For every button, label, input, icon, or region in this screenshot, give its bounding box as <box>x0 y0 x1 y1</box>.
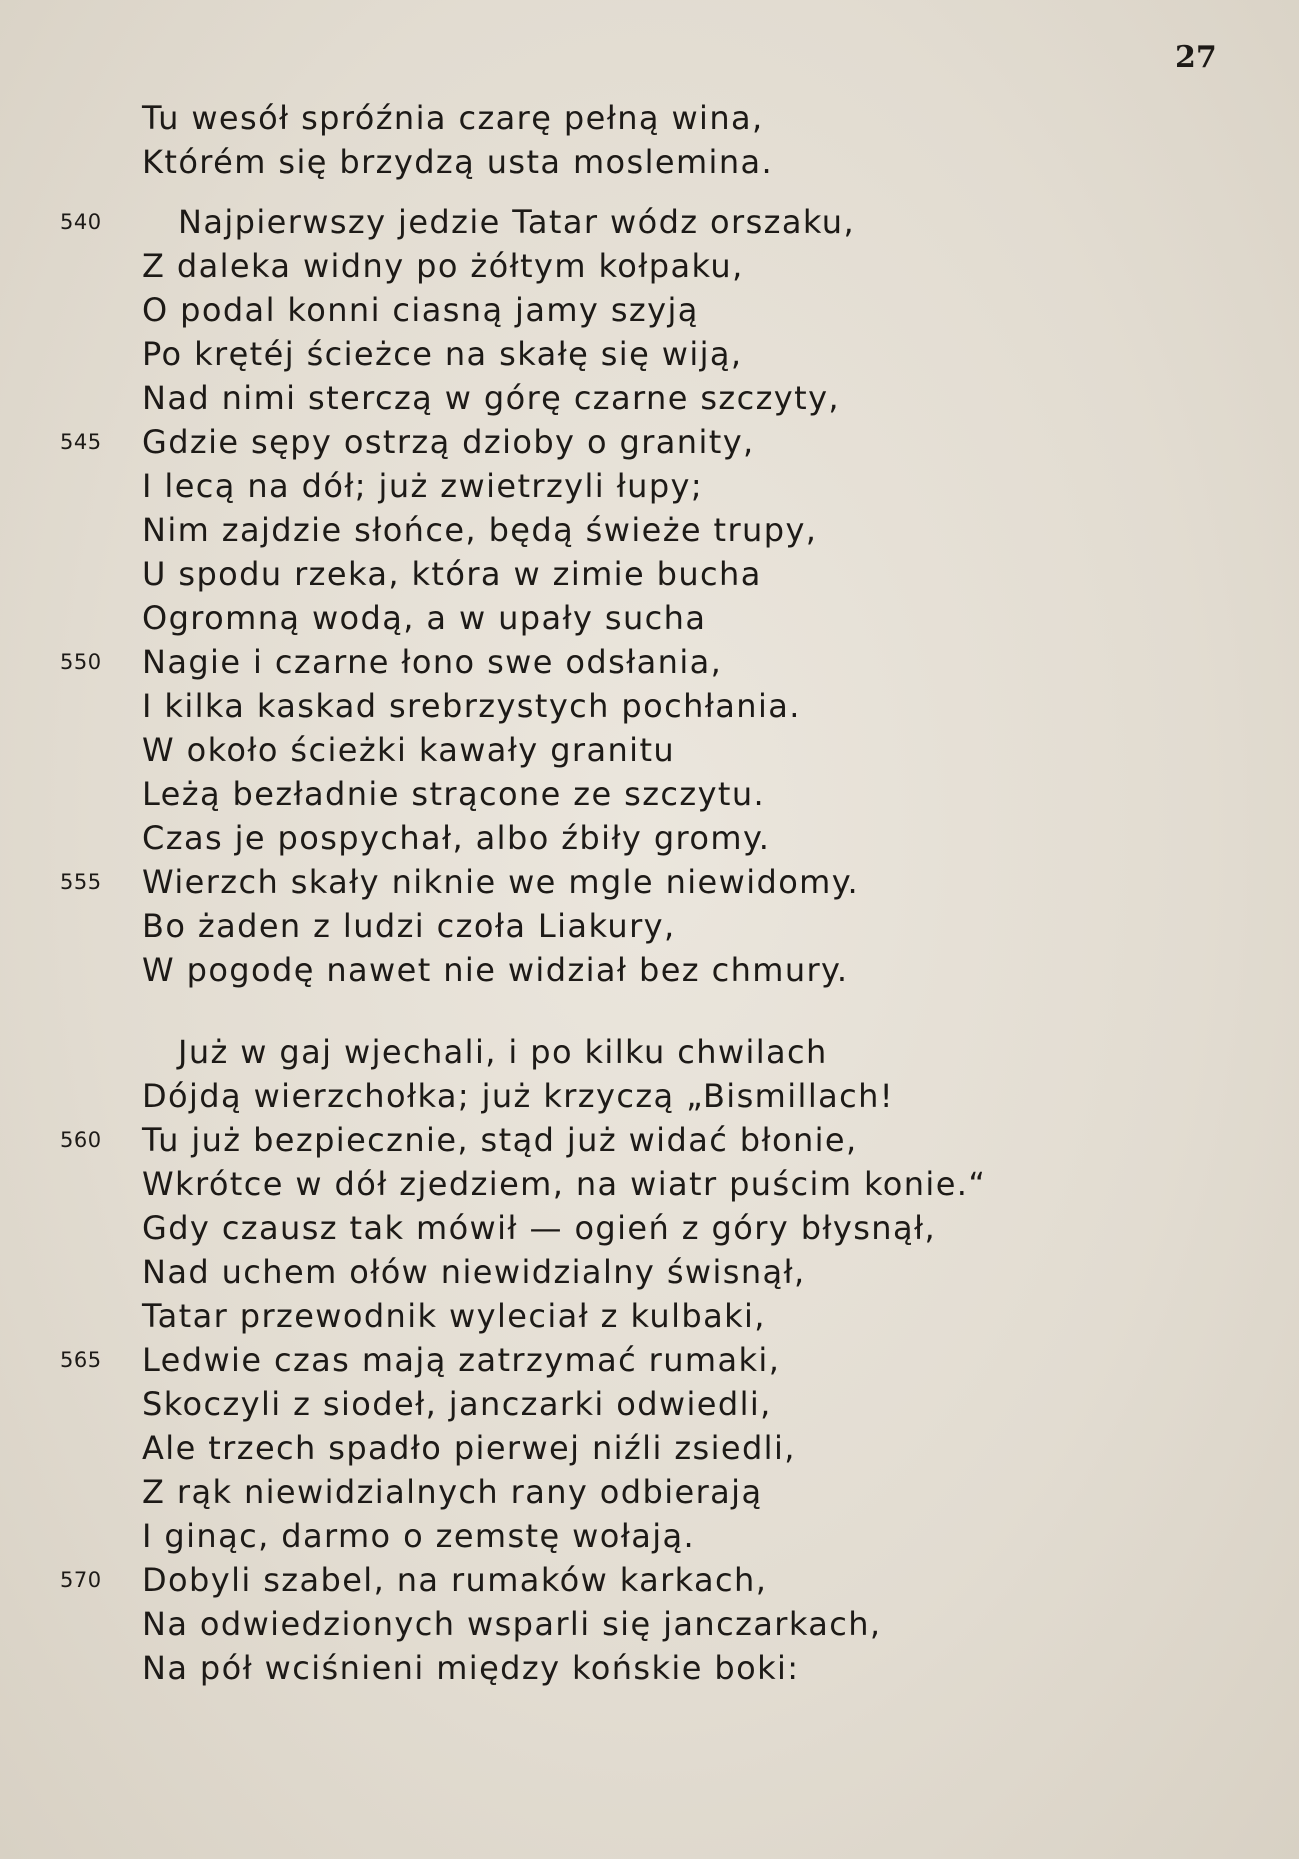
line-number: 550 <box>60 650 102 674</box>
verse-line: Z rąk niewidzialnych rany odbierają <box>142 1473 763 1511</box>
verse-line: Leżą bezładnie strącone ze szczytu. <box>142 775 766 813</box>
verse-line: Z daleka widny po żółtym kołpaku, <box>142 247 744 285</box>
verse-line: Tu już bezpiecznie, stąd już widać błonie, <box>142 1121 858 1159</box>
verse-line: U spodu rzeka, która w zimie bucha <box>142 555 762 593</box>
verse-line: Już w gaj wjechali, i po kilku chwilach <box>178 1033 828 1071</box>
verse-line: Gdzie sępy ostrzą dzioby o granity, <box>142 423 755 461</box>
line-number: 555 <box>60 870 102 894</box>
verse-line: Nim zajdzie słońce, będą świeże trupy, <box>142 511 818 549</box>
verse-line: Nagie i czarne łono swe odsłania, <box>142 643 723 681</box>
verse-line: Ledwie czas mają zatrzymać rumaki, <box>142 1341 781 1379</box>
verse-line: Nad uchem ołów niewidzialny świsnął, <box>142 1253 806 1291</box>
verse-line: Którém się brzydzą usta moslemina. <box>142 143 774 181</box>
verse-line: I lecą na dół; już zwietrzyli łupy; <box>142 467 704 505</box>
verse-line: W pogodę nawet nie widział bez chmury. <box>142 951 849 989</box>
verse-line: Na pół wciśnieni między końskie boki: <box>142 1649 800 1687</box>
verse-line: Po krętéj ścieżce na skałę się wiją, <box>142 335 743 373</box>
verse-line: Wkrótce w dół zjedziem, na wiatr puścim konie.“ <box>142 1165 987 1203</box>
line-number: 570 <box>60 1568 102 1592</box>
verse-line: Najpierwszy jedzie Tatar wódz orszaku, <box>178 203 856 241</box>
verse-line: I kilka kaskad srebrzystych pochłania. <box>142 687 801 725</box>
verse-line: O podal konni ciasną jamy szyją <box>142 291 699 329</box>
verse-line: Ogromną wodą, a w upały sucha <box>142 599 707 637</box>
verse-line: Tu wesół spróźnia czarę pełną wina, <box>142 99 764 137</box>
verse-line: Skoczyli z siodeł, janczarki odwiedli, <box>142 1385 772 1423</box>
verse-line: Dójdą wierzchołka; już krzyczą „Bismillach! <box>142 1077 895 1115</box>
verse-line: Na odwiedzionych wsparli się janczarkach, <box>142 1605 882 1643</box>
verse-line: W około ścieżki kawały granitu <box>142 731 676 769</box>
line-number: 540 <box>60 210 102 234</box>
verse-line: Dobyli szabel, na rumaków karkach, <box>142 1561 768 1599</box>
page-number: 27 <box>1175 40 1217 75</box>
verse-line: Ale trzech spadło pierwej niźli zsiedli, <box>142 1429 796 1467</box>
line-number: 560 <box>60 1128 102 1152</box>
line-number: 565 <box>60 1348 102 1372</box>
verse-line: Czas je pospychał, albo źbiły gromy. <box>142 819 771 857</box>
verse-line: Wierzch skały niknie we mgle niewidomy. <box>142 863 860 901</box>
line-number: 545 <box>60 430 102 454</box>
verse-line: I ginąc, darmo o zemstę wołają. <box>142 1517 696 1555</box>
verse-line: Tatar przewodnik wyleciał z kulbaki, <box>142 1297 766 1335</box>
verse-line: Nad nimi sterczą w górę czarne szczyty, <box>142 379 841 417</box>
verse-line: Bo żaden z ludzi czoła Liakury, <box>142 907 676 945</box>
verse-line: Gdy czausz tak mówił — ogień z góry błysnął, <box>142 1209 937 1247</box>
